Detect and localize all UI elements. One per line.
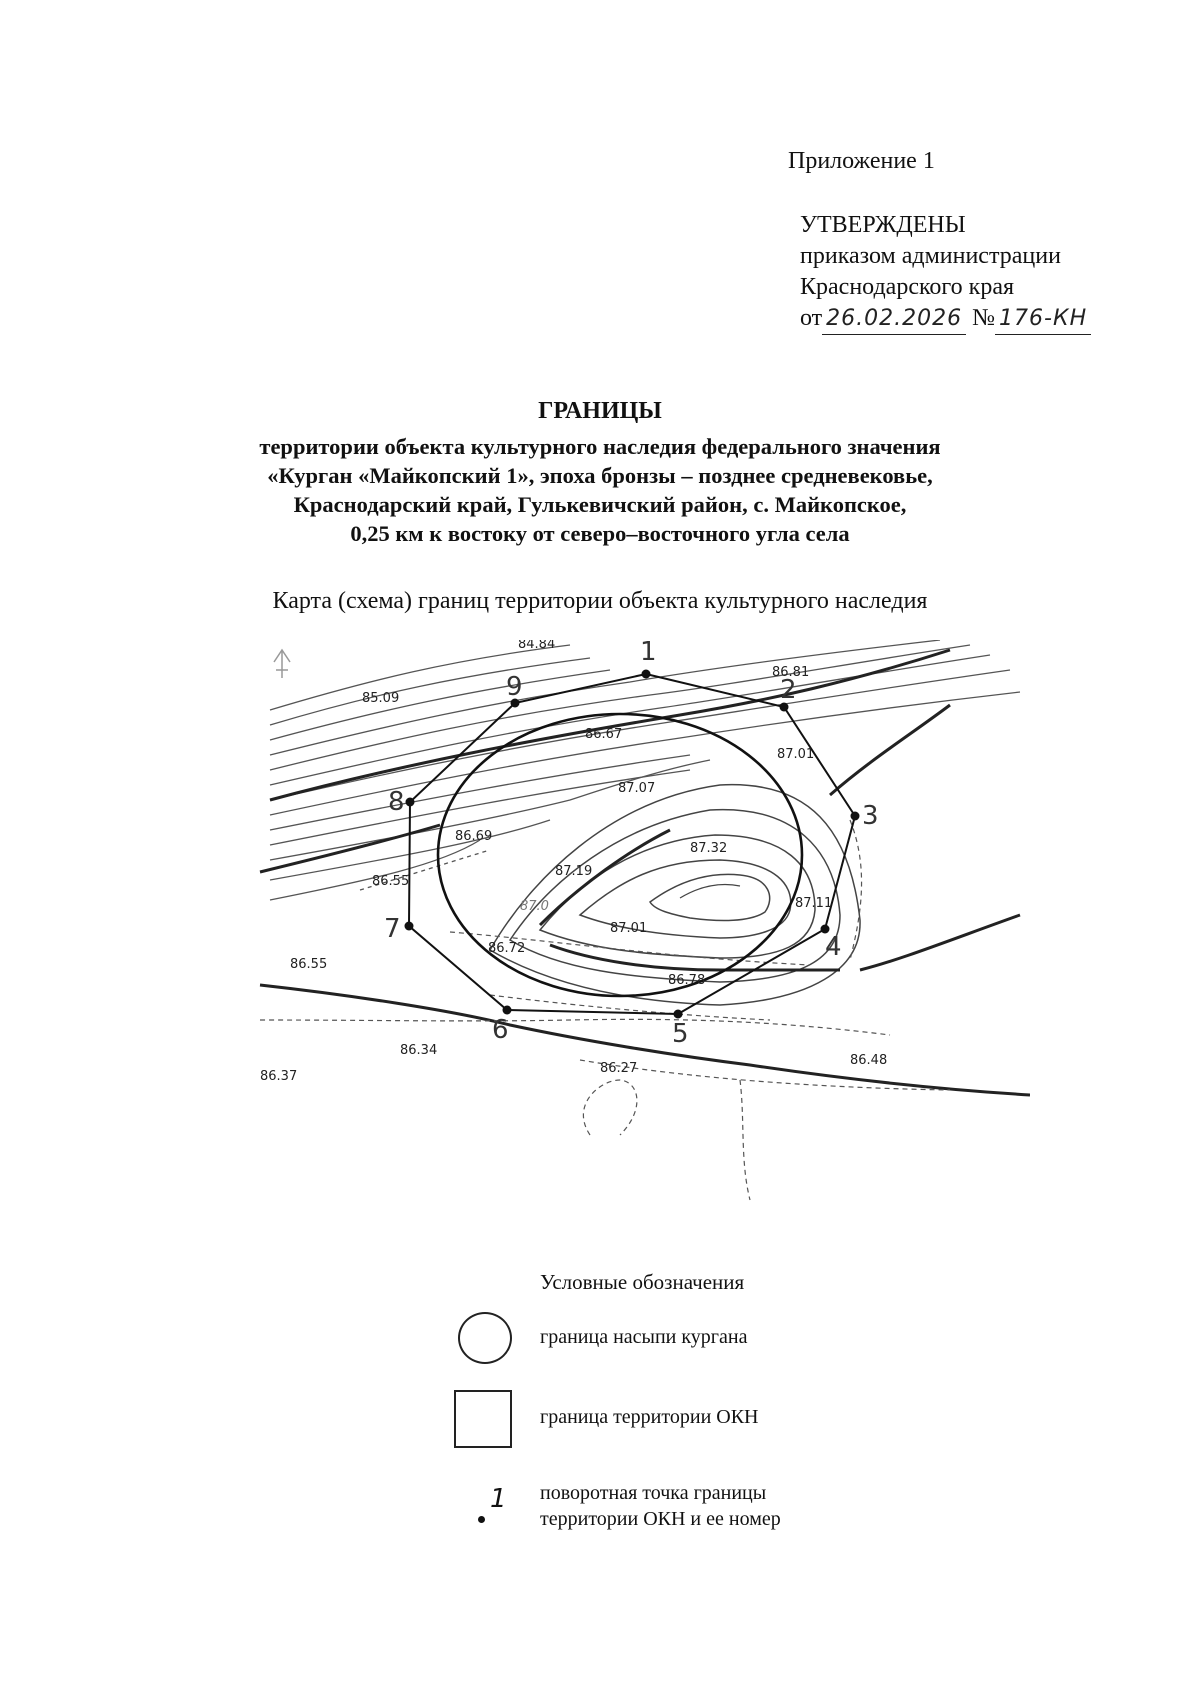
elevation-label: 87.01 [610,921,648,936]
boundary-point-marker [503,1006,512,1015]
boundary-point-marker [642,670,651,679]
elevation-label: 86.34 [400,1043,438,1058]
elevation-label: 86.78 [668,973,706,988]
date-prefix: от [800,305,823,331]
document-subtitle [180,432,1020,548]
subtitle-line-4: 0,25 км к востоку от северо–восточного угла села [350,521,850,546]
legend-title: Условные обозначения [540,1270,745,1294]
subtitle-line-3: Краснодарский край, Гулькевичский район, с. Майкопское, [293,492,907,517]
point-number: 9 [506,672,523,702]
dashed-lines [260,820,950,1200]
elevation-label: 87.0 [520,899,549,914]
approved-title: УТВЕРЖДЕНЫ [800,212,966,238]
legend-point-label [540,1480,781,1532]
elevation-label: 87.11 [795,896,833,911]
subtitle-line-1: территории объекта культурного наследия федерального значения [259,434,941,459]
point-number: 5 [672,1019,689,1049]
boundary-point-marker [405,922,414,931]
turning-point-symbol-icon [478,1516,485,1523]
legend-territory-label: граница территории ОКН [540,1406,759,1428]
legend-mound-label: граница насыпи кургана [540,1326,748,1348]
boundary-point-marker [674,1010,683,1019]
elevation-label: 86.37 [260,1069,298,1084]
elevation-label: 86.55 [290,957,328,972]
elevation-label: 86.72 [488,941,526,956]
elevation-label: 84.84 [518,640,556,652]
elevation-label: 86.67 [585,727,623,742]
point-number: 4 [825,932,842,962]
boundary-point-marker [406,798,415,807]
handwritten-date: 26.02.2026 [822,303,966,335]
elevation-label: 85.09 [362,691,400,706]
boundary-point-marker [851,812,860,821]
north-arrow-icon [274,650,290,678]
elevation-label: 87.01 [777,747,815,762]
approved-line-2: Краснодарского края [800,274,1015,300]
mound-boundary-symbol-icon [458,1312,512,1364]
handwritten-number: 176-КН [995,303,1091,335]
point-number: 2 [780,675,797,705]
elevation-label: 86.81 [772,665,810,680]
elevation-label: 87.32 [690,841,728,856]
boundary-map [250,640,1030,1205]
number-prefix: № [972,305,996,331]
point-number: 1 [640,640,657,667]
legend-point-label-line-2: территории ОКН и ее номер [540,1508,781,1530]
document-title: ГРАНИЦЫ [538,398,662,424]
approval-date-line [800,303,1091,335]
map-title: Карта (схема) границ территории объекта культурного наследия [272,588,928,614]
approved-line-1: приказом администрации [800,243,1061,269]
point-number: 7 [384,914,401,944]
turning-point-example-number: 1 [490,1484,507,1514]
annex-label: Приложение 1 [788,148,935,174]
elevation-label: 86.55 [372,874,410,889]
point-number: 3 [862,801,879,831]
mound-contours [490,785,860,1005]
legend-point-label-line-1: поворотная точка границы [540,1482,767,1504]
elevation-label: 86.27 [600,1061,638,1076]
subtitle-line-2: «Курган «Майкопский 1», эпоха бронзы – позднее средневековье, [267,463,933,488]
contour-lines [270,640,1020,900]
elevation-label: 86.69 [455,829,493,844]
elevation-label: 86.48 [850,1053,888,1068]
territory-boundary-symbol-icon [454,1390,512,1448]
point-number: 6 [492,1015,509,1045]
elevation-label: 87.07 [618,781,656,796]
elevation-label: 87.19 [555,864,593,879]
point-number: 8 [388,787,405,817]
bold-terrain-lines [260,650,1030,1095]
approval-block [800,210,1091,335]
